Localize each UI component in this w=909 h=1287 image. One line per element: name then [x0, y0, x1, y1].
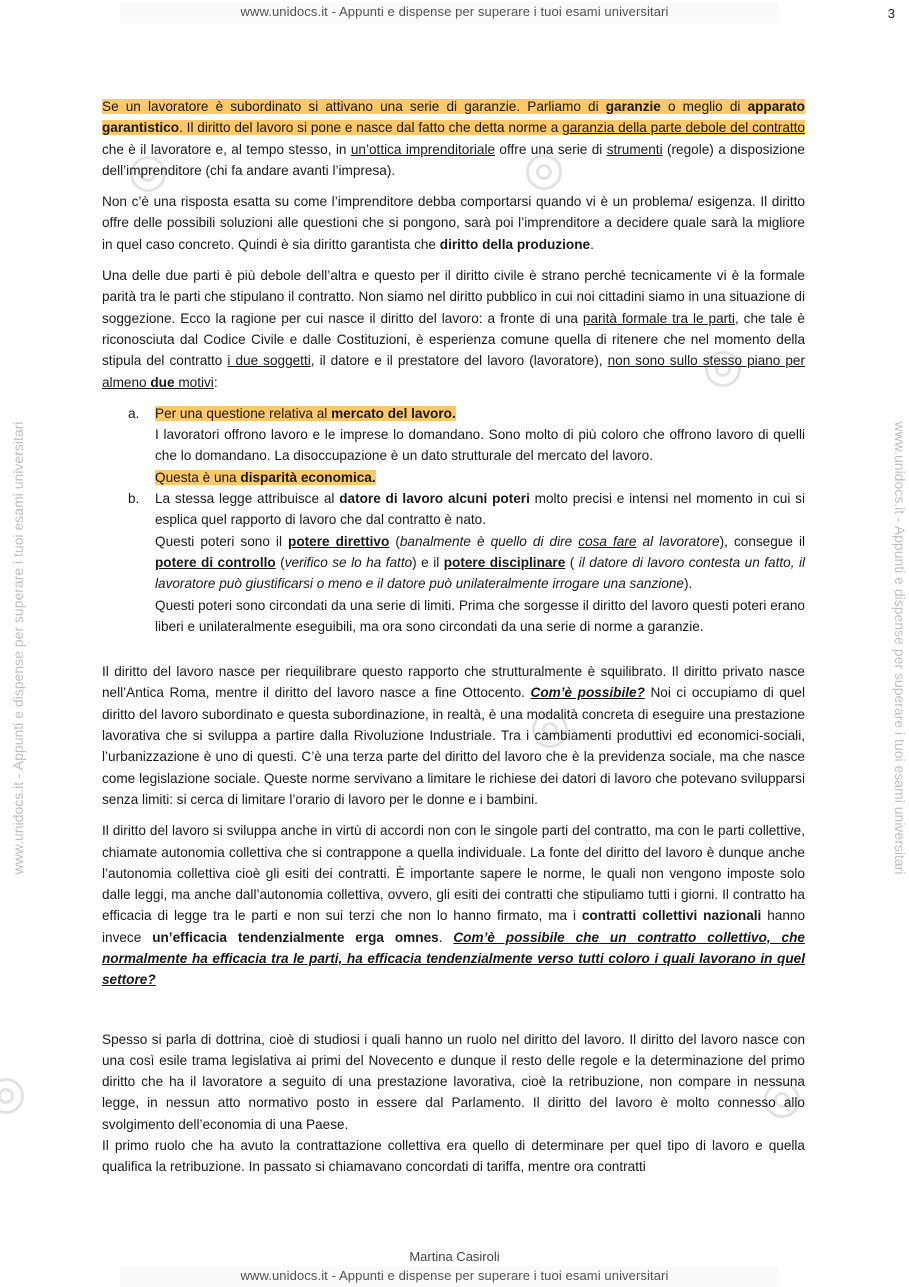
paragraph: Se un lavoratore è subordinato si attivano una serie di garanzie. Parliamo di garanzie o meglio di apparato garantistico. Il diritto del lavoro si pone e nasce dal fatto che detta norme a garanzia della parte debole del contratto che è il lavoratore e, al tempo stesso, in un’ottica imprenditoriale offre una serie di strumenti (regole) a disposizione dell’imprenditore (chi fa andare avanti l’impresa). [102, 99, 805, 178]
list-marker: a. [128, 405, 140, 421]
watermark-logo-icon [0, 1078, 24, 1114]
watermark-top: www.unidocs.it - Appunti e dispense per superare i tuoi esami universitari [240, 4, 669, 19]
watermark-right: www.unidocs.it - Appunti e dispense per superare i tuoi esami universitari [892, 421, 908, 875]
document-body [102, 96, 805, 1188]
paragraph: Una delle due parti è più debole dell’altra e questo per il diritto civile è strano perché tecnicamente vi è la formale parità tra le parti che stipulano il contratto. Non siamo nel diritto pubblico in cui noi cittadini siamo in una situazione di soggezione. Ecco la ragione per cui nasce il diritto del lavoro: a fronte di una parità formale tra le parti, che tale è riconosciuta dal Codice Civile e dalle Costituzioni, è esperienza comune quella di ritenere che nel momento della stipula del contratto i due soggetti, il datore e il prestatore del lavoro (lavoratore), non sono sullo stesso piano per almeno due motivi: [102, 268, 805, 390]
list-marker: b. [128, 491, 140, 507]
paragraph: Non c’è una risposta esatta su come l’imprenditore debba comportarsi quando vi è un problema/ esigenza. Il diritto offre delle possibili soluzioni alle questioni che si pongono, sarà poi l’imprenditore a decidere quale sarà la migliore in quel caso concreto. Quindi è sia diritto garantista che diritto della produzione. [102, 194, 805, 252]
list-item: a. Per una questione relativa al mercato del lavoro. I lavoratori offrono lavoro e le imprese lo domandano. Sono molto di più coloro che offrono lavoro di quelli che lo domandano. La disoccupazione è un dato strutturale del mercato del lavoro. Questa è una disparità economica. [102, 403, 805, 488]
page-number: 3 [887, 6, 895, 21]
list-item: b. La stessa legge attribuisce al datore di lavoro alcuni poteri molto precisi e intensi nel momento in cui si esplica quel rapporto di lavoro che dal contratto è nato. Questi poteri sono il potere direttivo (banalmente è quello di dire cosa fare al lavoratore), consegue il potere di controllo (verifico se lo ha fatto) e il potere disciplinare ( il datore di lavoro contesta un fatto, il lavoratore può giustificarsi o meno e il datore può unilateralmente irrogare una sanzione). Questi poteri sono circondati da una serie di limiti. Prima che sorgesse il diritto del lavoro questi poteri erano liberi e unilateralmente eseguibili, ma ora sono circondati da una serie di norme a garanzie. [102, 488, 805, 637]
footer-author: Martina Casiroli [409, 1249, 500, 1264]
highlighted-text: Se un lavoratore è subordinato si attivano una serie di garanzie. Parliamo di garanzie o meglio di apparato garantistico. Il diritto del lavoro si pone e nasce dal fatto che detta norme a garanzia della parte debole del contratto [102, 99, 805, 136]
paragraph: Il primo ruolo che ha avuto la contrattazione collettiva era quello di determinare per quel tipo di lavoro e quella qualifica la retribuzione. In passato si chiamavano concordati di tariffa, mentre ora contratti [102, 1138, 805, 1175]
paragraph: Il diritto del lavoro nasce per riequilibrare questo rapporto che strutturalmente è squilibrato. Il diritto privato nasce nell’Antica Roma, mentre il diritto del lavoro nasce a fine Ottocento. Com’è possibile? Noi ci occupiamo di quel diritto del lavoro subordinato e questa subordinazione, in realtà, è una modalità concreta di eseguire una prestazione lavorativa che si sviluppa a partire dalla Rivoluzione Industriale. Tra i cambiamenti produttivi ed economici-sociali, l’urbanizzazione è uno di questi. C’è una terza parte del diritto del lavoro che è la previdenza sociale, ma che nasce come legislazione sociale. Queste norme servivano a limitare le richiese dei datori di lavoro che potevano svilupparsi senza limiti: si cerca di limitare l’orario di lavoro per le donne e i bambini. [102, 664, 805, 807]
watermark-bottom: www.unidocs.it - Appunti e dispense per superare i tuoi esami universitari [240, 1268, 669, 1283]
reasons-list [102, 403, 805, 637]
paragraph: Spesso si parla di dottrina, cioè di studiosi i quali hanno un ruolo nel diritto del lavoro. Il diritto del lavoro nasce con una così esile trama legislativa ai primi del Novecento e dunque il resto delle regole e la determinazione del primo diritto che ha il lavoratore a seguito di una prestazione lavorativa, cioè la retribuzione, non compare in nessuna legge, in nessun atto normativo posto in essere dal Parlamento. Il diritto del lavoro è molto connesso allo svolgimento dell’economia di una Paese. [102, 1031, 805, 1132]
paragraph: Il diritto del lavoro si sviluppa anche in virtù di accordi non con le singole parti del contratto, ma con le parti collettive, chiamate autonomia collettiva che si contrappone a quella individuale. La fonte del diritto del lavoro è dunque anche l’autonomia collettiva cioè gli esiti dei contratti. È importante sapere le norme, le quali non vengono imposte solo dalle leggi, ma anche dall’autonomia collettiva, ovvero, gli esiti dei contratti che stipuliamo tutti i giorni. Il contratto ha efficacia di legge tra le parti e non sui terzi che non lo hanno firmato, ma i contratti collettivi nazionali hanno invece un’efficacia tendenzialmente erga omnes. Com’è possibile che un contratto collettivo, che normalmente ha efficacia tra le parti, ha efficacia tendenzialmente verso tutti coloro i quali lavorano in quel settore? [102, 823, 806, 988]
watermark-left: www.unidocs.it - Appunti e dispense per superare i tuoi esami universitari [10, 421, 26, 875]
